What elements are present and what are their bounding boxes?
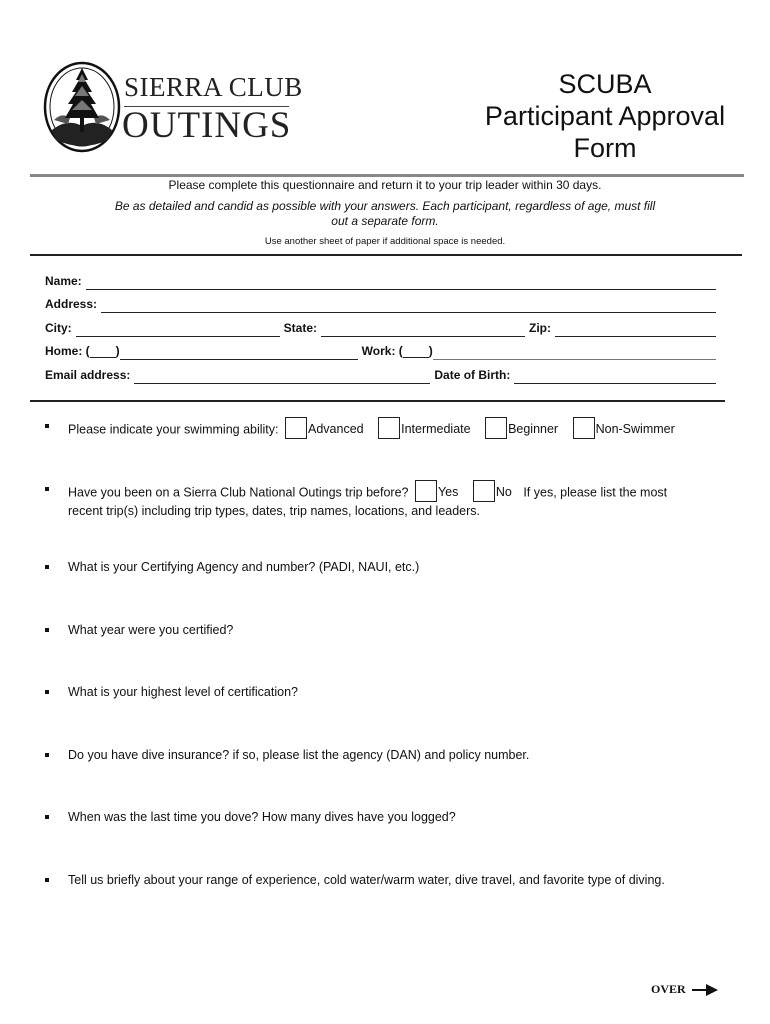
form-title xyxy=(470,68,740,164)
bullet-icon xyxy=(45,878,49,882)
advanced-label: Advanced xyxy=(308,422,364,437)
bullet-icon xyxy=(45,487,49,491)
yes-checkbox[interactable] xyxy=(415,480,437,502)
home-area-code-field[interactable] xyxy=(90,345,116,358)
experience-text: Tell us briefly about your range of experience, cold water/warm water, dive travel, and favorite type of diving. xyxy=(68,873,665,887)
name-row xyxy=(45,272,720,290)
intro-candid-note: Be as detailed and candid as possible with your answers. Each participant, regardless of age, must fill out a separate form. xyxy=(114,199,656,228)
fields-divider xyxy=(30,400,725,402)
previous-trip-question-text: Have you been on a Sierra Club National Outings trip before? xyxy=(68,485,409,500)
dob-field[interactable] xyxy=(514,369,716,384)
over-label: OVER xyxy=(651,982,686,996)
beginner-label: Beginner xyxy=(508,422,559,437)
phone-row xyxy=(45,342,720,360)
logo-line-outings: OUTINGS xyxy=(122,105,292,146)
bullet-icon xyxy=(45,424,49,428)
city-state-zip-row xyxy=(45,319,720,337)
certifying-agency-text: What is your Certifying Agency and number? (PADI, NAUI, etc.) xyxy=(68,560,420,574)
certification-year-text: What year were you certified? xyxy=(68,623,234,637)
state-field[interactable] xyxy=(321,322,525,337)
work-phone-label: Work: ( xyxy=(361,344,403,358)
name-field[interactable] xyxy=(86,275,716,290)
name-label: Name: xyxy=(45,274,82,288)
dive-insurance-text: Do you have dive insurance? if so, please list the agency (DAN) and policy number. xyxy=(68,748,530,762)
bullet-icon xyxy=(45,628,49,632)
home-paren-close: ) xyxy=(115,344,120,358)
bullet-icon xyxy=(45,690,49,694)
yes-label: Yes xyxy=(437,485,459,500)
state-label: State: xyxy=(283,321,318,335)
email-label: Email address: xyxy=(45,368,131,382)
intermediate-checkbox[interactable] xyxy=(378,417,400,439)
intro-extra-paper-note: Use another sheet of paper if additional space is needed. xyxy=(264,236,506,247)
certification-level-text: What is your highest level of certification? xyxy=(68,685,298,699)
logo-line-sierra-club: SIERRA CLUB xyxy=(124,72,303,102)
address-row xyxy=(45,295,720,313)
section-divider xyxy=(30,254,742,256)
right-arrow-icon xyxy=(692,984,718,996)
work-area-code-field[interactable] xyxy=(403,345,429,358)
address-field[interactable] xyxy=(101,298,716,313)
bullet-icon xyxy=(45,565,49,569)
non-swimmer-label: Non-Swimmer xyxy=(595,422,675,437)
last-dive-text: When was the last time you dove? How many dives have you logged? xyxy=(68,810,456,824)
no-checkbox[interactable] xyxy=(473,480,495,502)
zip-label: Zip: xyxy=(529,321,552,335)
work-paren-close: ) xyxy=(428,344,433,358)
city-label: City: xyxy=(45,321,72,335)
intro-instructions: Please complete this questionnaire and return it to your trip leader within 30 days. xyxy=(168,178,602,192)
bullet-icon xyxy=(45,815,49,819)
address-label: Address: xyxy=(45,297,98,311)
home-phone-label: Home: ( xyxy=(45,344,90,358)
email-dob-row xyxy=(45,366,720,384)
intermediate-label: Intermediate xyxy=(401,422,471,437)
title-line-2: Participant Approval xyxy=(484,101,726,131)
sierra-club-logo xyxy=(42,60,303,160)
previous-trip-line-2: recent trip(s) including trip types, dates, trip names, locations, and leaders. xyxy=(68,504,481,518)
email-field[interactable] xyxy=(134,369,430,384)
beginner-checkbox[interactable] xyxy=(485,417,507,439)
swimming-question-text: Please indicate your swimming ability: xyxy=(68,422,279,437)
advanced-checkbox[interactable] xyxy=(285,417,307,439)
home-phone-field[interactable] xyxy=(120,345,358,360)
non-swimmer-checkbox[interactable] xyxy=(573,417,595,439)
over-indicator xyxy=(651,982,718,997)
bullet-icon xyxy=(45,753,49,757)
no-label: No xyxy=(495,485,512,500)
previous-trip-followup: If yes, please list the most xyxy=(523,485,668,500)
work-phone-field[interactable] xyxy=(433,345,716,360)
city-field[interactable] xyxy=(76,322,280,337)
title-line-3: Form xyxy=(573,133,637,163)
redwood-tree-seal-icon xyxy=(42,60,122,154)
zip-field[interactable] xyxy=(555,322,716,337)
title-line-1: SCUBA xyxy=(558,69,652,99)
header-divider xyxy=(30,174,744,177)
dob-label: Date of Birth: xyxy=(434,368,511,382)
